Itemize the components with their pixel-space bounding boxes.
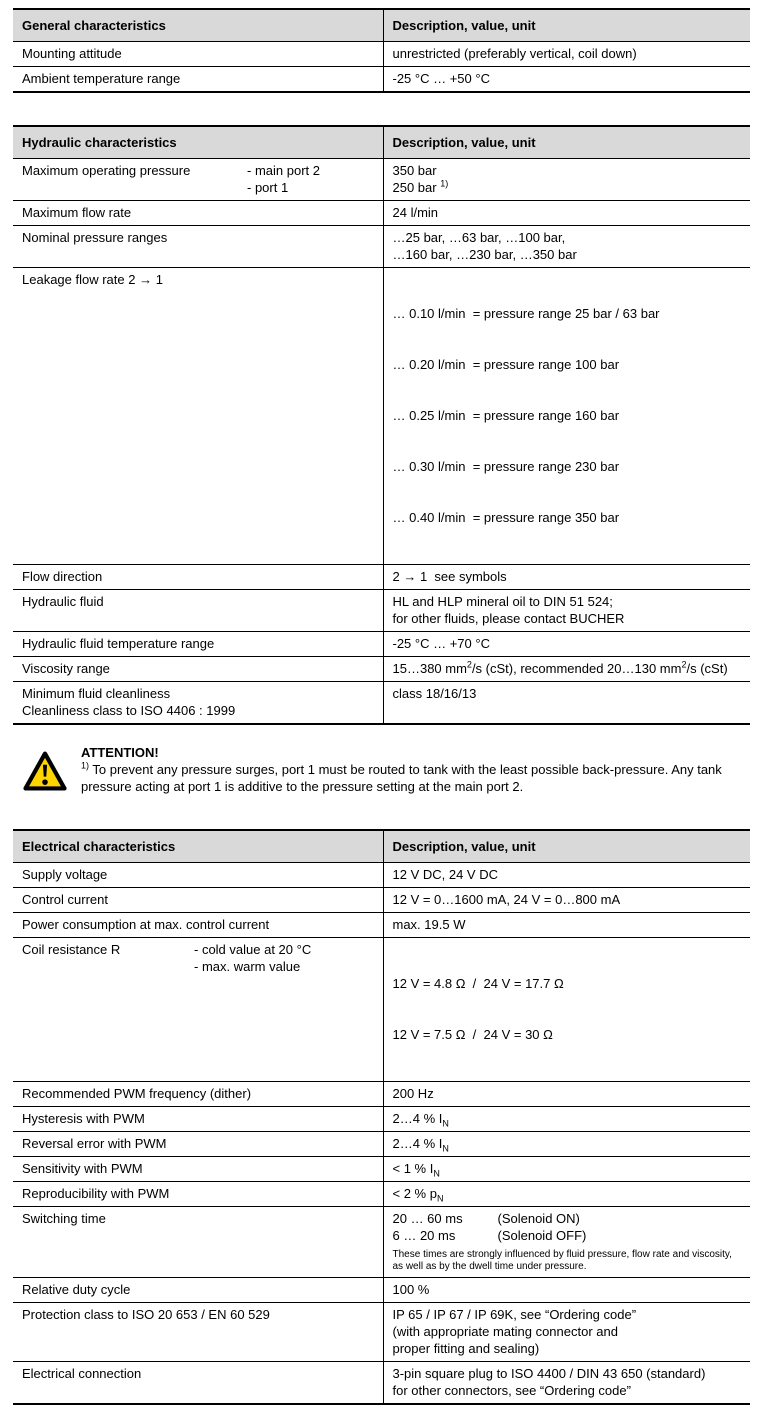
- attention-body: To prevent any pressure surges, port 1 must be routed to tank with the least possible back-pressure. Any tank pressure acting at port 1 is additive to the pressure setting at the main port 2.: [81, 762, 722, 794]
- row-electrical-connection: [13, 1362, 750, 1405]
- row-value: 200 Hz: [383, 1082, 750, 1107]
- row-label: Electrical connection: [13, 1362, 383, 1405]
- row-label: Relative duty cycle: [13, 1278, 383, 1303]
- superscript: 2: [681, 659, 687, 670]
- row-label: Sensitivity with PWM: [13, 1157, 383, 1182]
- row-value: [383, 590, 750, 632]
- subscript: N: [436, 1193, 444, 1204]
- row-label-text: Coil resistance R: [22, 942, 121, 957]
- row-value: [383, 159, 750, 201]
- row-duty-cycle: [13, 1278, 750, 1303]
- row-reversal-error: [13, 1132, 750, 1157]
- value-text: 250 bar: [392, 180, 441, 195]
- electrical-table-header-label: Electrical characteristics: [13, 830, 383, 863]
- row-pwm-frequency: [13, 1082, 750, 1107]
- row-label: Supply voltage: [13, 863, 383, 888]
- row-protection-class: [13, 1303, 750, 1362]
- row-value: [383, 1107, 750, 1132]
- row-sensitivity: [13, 1157, 750, 1182]
- value-line: …25 bar, …63 bar, …100 bar,: [392, 230, 566, 245]
- row-label: [13, 682, 383, 725]
- row-label: Power consumption at max. control current: [13, 913, 383, 938]
- row-value: 24 l/min: [383, 201, 750, 226]
- value-text: 2…4 % I: [392, 1136, 443, 1151]
- general-table-header-row: [13, 9, 750, 42]
- row-label: [13, 938, 383, 1082]
- attention-text: [81, 761, 750, 795]
- row-value: -25 °C … +50 °C: [383, 67, 750, 93]
- row-label: Protection class to ISO 20 653 / EN 60 529: [13, 1303, 383, 1362]
- row-max-flow-rate: [13, 201, 750, 226]
- row-leakage-flow-rate: [13, 268, 750, 565]
- row-label: [13, 159, 383, 201]
- row-coil-resistance: [13, 938, 750, 1082]
- section-gap: [13, 725, 750, 744]
- value-text: 15…380 mm: [392, 661, 467, 676]
- value-line: … 0.20 l/min = pressure range 100 bar: [392, 357, 620, 372]
- sublabel-line: - port 1: [247, 180, 289, 195]
- row-fluid-temperature-range: [13, 632, 750, 657]
- row-control-current: [13, 888, 750, 913]
- row-label: Control current: [13, 888, 383, 913]
- sublabel-line: - cold value at 20 °C: [194, 942, 312, 957]
- row-label: Hydraulic fluid temperature range: [13, 632, 383, 657]
- sublabel-line: - main port 2: [247, 163, 320, 178]
- row-power-consumption: [13, 913, 750, 938]
- attention-note: [13, 744, 750, 800]
- footnote-ref: 1): [440, 178, 449, 189]
- value-text: < 1 % I: [392, 1161, 434, 1176]
- value-line: 350 bar: [392, 163, 437, 178]
- row-label: Maximum flow rate: [13, 201, 383, 226]
- row-sublabels: [247, 162, 320, 196]
- value-line: … 0.10 l/min = pressure range 25 bar / 63 bar: [392, 306, 660, 321]
- row-value: [383, 268, 750, 565]
- value-line: (with appropriate mating connector and: [392, 1324, 618, 1339]
- value-text: /s (cSt), recommended 20…130 mm: [471, 661, 682, 676]
- value-line: IP 65 / IP 67 / IP 69K, see “Ordering code”: [392, 1307, 637, 1322]
- row-value: [383, 1207, 750, 1278]
- row-value: [383, 938, 750, 1082]
- hydraulic-table: [13, 125, 750, 725]
- row-fluid-cleanliness: [13, 682, 750, 725]
- row-label: Recommended PWM frequency (dither): [13, 1082, 383, 1107]
- general-table-header-label: General characteristics: [13, 9, 383, 42]
- general-table: [13, 8, 750, 93]
- value-line: proper fitting and sealing): [392, 1341, 540, 1356]
- section-gap: [13, 800, 750, 829]
- row-label: Switching time: [13, 1207, 383, 1278]
- row-label: Reversal error with PWM: [13, 1132, 383, 1157]
- hydraulic-table-header-value: Description, value, unit: [383, 126, 750, 159]
- row-nominal-pressure-ranges: [13, 226, 750, 268]
- value-line: 12 V = 7.5 Ω / 24 V = 30 Ω: [392, 1027, 553, 1042]
- subscript: N: [442, 1118, 449, 1129]
- row-value: [383, 1303, 750, 1362]
- value-line: … 0.25 l/min = pressure range 160 bar: [392, 408, 620, 423]
- value-line: … 0.40 l/min = pressure range 350 bar: [392, 510, 620, 525]
- hydraulic-table-header-row: [13, 126, 750, 159]
- subscript: N: [433, 1168, 440, 1179]
- row-label: Ambient temperature range: [13, 67, 383, 93]
- electrical-table-header-row: [13, 830, 750, 863]
- row-value: class 18/16/13: [383, 682, 750, 725]
- value-line: [393, 1227, 743, 1244]
- warning-triangle-icon: [22, 744, 68, 800]
- row-sublabels: [194, 941, 311, 975]
- value-line: 12 V = 4.8 Ω / 24 V = 17.7 Ω: [392, 976, 564, 991]
- row-switching-time: [13, 1207, 750, 1278]
- value-line: for other connectors, see “Ordering code”: [392, 1383, 631, 1398]
- row-label: Viscosity range: [13, 657, 383, 682]
- row-label: Flow direction: [13, 565, 383, 590]
- row-label-text: Maximum operating pressure: [22, 163, 191, 178]
- row-ambient-temperature: [13, 67, 750, 93]
- value-text: 6 … 20 ms: [392, 1228, 456, 1243]
- value-text: < 2 % p: [392, 1186, 437, 1201]
- row-label: Leakage flow rate 2 → 1: [13, 268, 383, 565]
- value-line: … 0.30 l/min = pressure range 230 bar: [392, 459, 620, 474]
- value-line: [393, 179, 743, 196]
- row-mounting-attitude: [13, 42, 750, 67]
- row-value: 2 → 1 see symbols: [383, 565, 750, 590]
- value-line: for other fluids, please contact BUCHER: [392, 611, 625, 626]
- row-value: [383, 1157, 750, 1182]
- row-label: Nominal pressure ranges: [13, 226, 383, 268]
- value-text: 2…4 % I: [392, 1111, 443, 1126]
- row-value: [383, 1362, 750, 1405]
- row-hydraulic-fluid: [13, 590, 750, 632]
- switching-time-footnote: These times are strongly influenced by fluid pressure, flow rate and viscosity, as well as by the dwell time under pressure.: [392, 1249, 732, 1272]
- value-note: (Solenoid ON): [497, 1211, 580, 1226]
- value-note: (Solenoid OFF): [497, 1228, 587, 1243]
- value-line: …160 bar, …230 bar, …350 bar: [392, 247, 577, 262]
- superscript: 2: [466, 659, 472, 670]
- hydraulic-table-header-label: Hydraulic characteristics: [13, 126, 383, 159]
- label-line: Minimum fluid cleanliness: [22, 686, 171, 701]
- row-hysteresis: [13, 1107, 750, 1132]
- row-label: Reproducibility with PWM: [13, 1182, 383, 1207]
- sublabel-line: - max. warm value: [194, 959, 301, 974]
- row-value: [383, 226, 750, 268]
- subscript: N: [442, 1143, 449, 1154]
- electrical-table: [13, 829, 750, 1405]
- row-value: unrestricted (preferably vertical, coil down): [383, 42, 750, 67]
- row-value: [383, 1132, 750, 1157]
- row-value: [383, 657, 750, 682]
- row-supply-voltage: [13, 863, 750, 888]
- row-reproducibility: [13, 1182, 750, 1207]
- row-value: -25 °C … +70 °C: [383, 632, 750, 657]
- value-line: HL and HLP mineral oil to DIN 51 524;: [392, 594, 613, 609]
- row-value: 12 V DC, 24 V DC: [383, 863, 750, 888]
- value-text: 20 … 60 ms: [392, 1211, 463, 1226]
- row-value: 12 V = 0…1600 mA, 24 V = 0…800 mA: [383, 888, 750, 913]
- section-gap: [13, 93, 750, 125]
- value-line: 3-pin square plug to ISO 4400 / DIN 43 650 (standard): [392, 1366, 706, 1381]
- attention-title: ATTENTION!: [81, 745, 159, 760]
- row-max-operating-pressure: [13, 159, 750, 201]
- value-text: /s (cSt): [686, 661, 728, 676]
- electrical-table-header-value: Description, value, unit: [383, 830, 750, 863]
- row-value: 100 %: [383, 1278, 750, 1303]
- row-value: [383, 1182, 750, 1207]
- row-label: Mounting attitude: [13, 42, 383, 67]
- attention-text-block: [81, 744, 750, 795]
- label-line: Cleanliness class to ISO 4406 : 1999: [22, 703, 236, 718]
- row-label: Hysteresis with PWM: [13, 1107, 383, 1132]
- row-value: max. 19.5 W: [383, 913, 750, 938]
- footnote-ref: 1): [81, 760, 90, 771]
- general-table-header-value: Description, value, unit: [383, 9, 750, 42]
- row-viscosity-range: [13, 657, 750, 682]
- row-label: Hydraulic fluid: [13, 590, 383, 632]
- row-flow-direction: [13, 565, 750, 590]
- value-line: [393, 1210, 743, 1227]
